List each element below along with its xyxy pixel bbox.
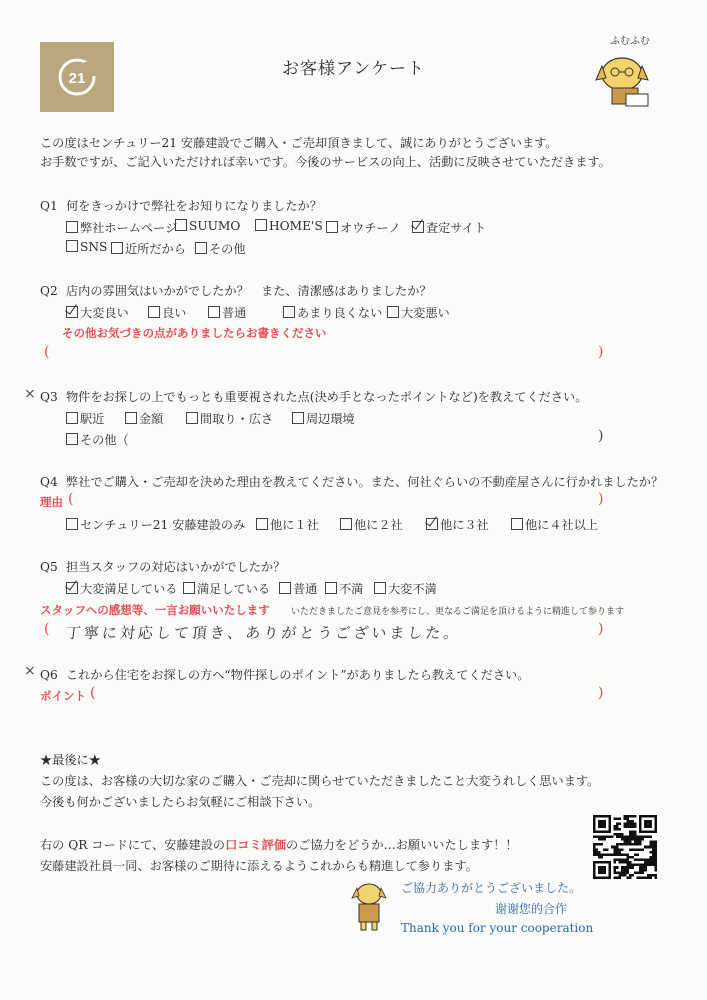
q5-question bbox=[40, 558, 285, 575]
q2-comment-field[interactable] bbox=[54, 344, 594, 362]
q5-paren-open: ( bbox=[44, 621, 50, 637]
qr-code-icon bbox=[593, 815, 657, 879]
q2-option-very-good[interactable]: 大変良い bbox=[66, 304, 129, 321]
q3-option-layout[interactable]: 間取り・広さ bbox=[186, 410, 273, 427]
thanks-english: Thank you for your cooperation bbox=[401, 921, 594, 935]
q4-option-2-others[interactable]: 他に２社 bbox=[340, 516, 403, 533]
q1-question bbox=[40, 197, 322, 214]
q2-number: Q2 bbox=[40, 284, 58, 298]
q6-cross-mark: × bbox=[24, 663, 36, 679]
q1-option-ouchino[interactable]: オウチーノ bbox=[326, 219, 401, 236]
mascot-thinking-illustration bbox=[590, 28, 660, 110]
q4-reason-field[interactable] bbox=[78, 491, 594, 509]
q5-text: 担当スタッフの対応はいかがでしたか？ bbox=[66, 560, 286, 574]
checkbox[interactable] bbox=[183, 582, 195, 594]
checkbox[interactable] bbox=[66, 221, 78, 233]
checkbox-checked[interactable] bbox=[66, 582, 78, 594]
checkbox[interactable] bbox=[175, 219, 187, 231]
checkbox[interactable] bbox=[325, 582, 337, 594]
checkbox[interactable] bbox=[208, 306, 220, 318]
q4-question bbox=[40, 473, 663, 490]
q5-option-very-satisfied[interactable]: 大変満足している bbox=[66, 580, 178, 597]
q1-option-other[interactable]: その他 bbox=[195, 240, 246, 257]
q1-option-sns[interactable]: SNS bbox=[66, 240, 107, 254]
q2-option-good[interactable]: 良い bbox=[148, 304, 186, 321]
qr-code[interactable] bbox=[593, 815, 657, 879]
q1-text: 何をきっかけで弊社をお知りになりましたか？ bbox=[66, 199, 322, 213]
checkbox[interactable] bbox=[374, 582, 386, 594]
q1-option-suumo[interactable]: SUUMO bbox=[175, 219, 240, 233]
q4-option-4-plus[interactable]: 他に４社以上 bbox=[511, 516, 598, 533]
q2-question bbox=[40, 282, 432, 299]
closing-heading: ★最後に★ bbox=[40, 753, 101, 767]
thanks-chinese: 谢谢您的合作 bbox=[495, 902, 568, 916]
thanks-japanese: ご協力ありがとうございました。 bbox=[401, 881, 582, 895]
checkbox[interactable] bbox=[148, 306, 160, 318]
q4-reason-label: 理由 bbox=[40, 495, 63, 509]
q5-comment-prompt: スタッフへの感想等、一言お願いいたします bbox=[40, 603, 270, 617]
q2-paren-close: ) bbox=[598, 344, 604, 360]
q4-paren-close: ) bbox=[598, 491, 604, 507]
checkbox[interactable] bbox=[340, 518, 352, 530]
checkbox[interactable] bbox=[111, 242, 123, 254]
q1-option-nearby[interactable]: 近所だから bbox=[111, 240, 186, 257]
review-highlight: 口コミ評価 bbox=[225, 838, 287, 852]
checkbox[interactable] bbox=[66, 433, 78, 445]
q5-paren-close: ) bbox=[598, 621, 604, 637]
checkbox[interactable] bbox=[195, 242, 207, 254]
checkbox[interactable] bbox=[125, 412, 137, 424]
q6-point-label: ポイント bbox=[40, 689, 86, 703]
q6-paren-close: ) bbox=[598, 685, 604, 701]
checkbox[interactable] bbox=[186, 412, 198, 424]
checkbox[interactable] bbox=[66, 518, 78, 530]
checkbox[interactable] bbox=[66, 240, 78, 252]
page-title: お客様アンケート bbox=[282, 59, 425, 79]
q5-option-normal[interactable]: 普通 bbox=[279, 580, 317, 597]
q3-question bbox=[40, 388, 587, 405]
intro-line-2: お手数ですが、ご記入いただければ幸いです。今後のサービスの向上、活動に反映させていただきます。 bbox=[40, 155, 611, 169]
checkbox[interactable] bbox=[387, 306, 399, 318]
closing-line-4: 安藤建設社員一同、お客様のご期待に添えるようこれからも精進して参ります。 bbox=[40, 859, 478, 873]
closing-line-1: この度は、お客様の大切な家のご購入・ご売却に関らせていただきましたこと大変うれしく思います。 bbox=[40, 774, 600, 788]
q4-number: Q4 bbox=[40, 475, 58, 489]
q1-option-homes[interactable]: HOME'S bbox=[255, 219, 323, 233]
q5-option-unsatisfied[interactable]: 不満 bbox=[325, 580, 363, 597]
q3-text: 物件をお探しの上でもっとも重要視された点(決め手となったポイントなど)を教えてください。 bbox=[66, 390, 588, 404]
q2-option-not-so-good[interactable]: あまり良くない bbox=[283, 304, 382, 321]
closing-line-2: 今後も何かございましたらお気軽にご相談下さい。 bbox=[40, 795, 321, 809]
q1-option-homepage[interactable]: 弊社ホームページ bbox=[66, 219, 177, 236]
checkbox-checked[interactable] bbox=[66, 306, 78, 318]
q6-paren-open: ( bbox=[90, 685, 96, 701]
closing-qr-line: 右の QR コードにて、安藤建設の口コミ評価のご協力をどうか…お願いいたします！！ bbox=[40, 838, 518, 852]
q5-option-satisfied[interactable]: 満足している bbox=[183, 580, 270, 597]
q4-option-1-other[interactable]: 他に１社 bbox=[256, 516, 319, 533]
checkbox[interactable] bbox=[292, 412, 304, 424]
intro-line-1: この度はセンチュリー21 安藤建設でご購入・ご売却頂きまして、誠にありがとうございます。 bbox=[40, 136, 558, 150]
q2-paren-open: ( bbox=[44, 344, 50, 360]
q5-option-very-unsatisfied[interactable]: 大変不満 bbox=[374, 580, 437, 597]
q5-handwritten-comment[interactable]: 丁寧に対応して頂き、ありがとうございました。 bbox=[65, 624, 463, 642]
q4-option-3-others[interactable]: 他に３社 bbox=[426, 516, 489, 533]
q3-option-station[interactable]: 駅近 bbox=[66, 410, 104, 427]
q6-question bbox=[40, 666, 529, 683]
q3-option-other[interactable]: その他（ bbox=[66, 431, 129, 448]
q5-comment-note: いただきましたご意見を参考にし、更なるご満足を頂けるように精進して参ります bbox=[291, 607, 625, 617]
checkbox[interactable] bbox=[511, 518, 523, 530]
q2-text: 店内の雰囲気はいかがでしたか？ また、清潔感はありましたか？ bbox=[66, 284, 432, 298]
checkbox-checked[interactable] bbox=[426, 518, 438, 530]
q3-paren-close: ) bbox=[598, 428, 604, 444]
checkbox[interactable] bbox=[255, 219, 267, 231]
checkbox[interactable] bbox=[283, 306, 295, 318]
checkbox-checked[interactable] bbox=[412, 221, 424, 233]
q3-number: Q3 bbox=[40, 390, 58, 404]
q4-paren-open: ( bbox=[68, 491, 74, 507]
q2-option-very-bad[interactable]: 大変悪い bbox=[387, 304, 450, 321]
q2-comment-prompt: その他お気づきの点がありましたらお書きください bbox=[62, 326, 327, 340]
checkbox[interactable] bbox=[256, 518, 268, 530]
mascot-bowing-illustration bbox=[349, 880, 389, 932]
q3-cross-mark: × bbox=[24, 386, 36, 402]
svg-text:21: 21 bbox=[68, 70, 86, 87]
checkbox[interactable] bbox=[66, 412, 78, 424]
q1-number: Q1 bbox=[40, 199, 58, 213]
svg-text:ふむふむ: ふむふむ bbox=[610, 36, 650, 47]
checkbox[interactable] bbox=[279, 582, 291, 594]
q1-option-satei-site[interactable]: 査定サイト bbox=[412, 219, 486, 236]
checkbox[interactable] bbox=[326, 221, 338, 233]
q6-text: これから住宅をお探しの方へ“物件探しのポイント”がありましたら教えてください。 bbox=[66, 668, 530, 682]
q3-option-price[interactable]: 金額 bbox=[125, 410, 163, 427]
q2-option-normal[interactable]: 普通 bbox=[208, 304, 246, 321]
q3-option-surroundings[interactable]: 周辺環境 bbox=[292, 410, 355, 427]
q4-text: 弊社でご購入・ご売却を決めた理由を教えてください。また、何社ぐらいの不動産屋さんに行かれましたか？ bbox=[66, 475, 664, 489]
q6-point-field[interactable] bbox=[100, 685, 594, 703]
q4-option-only-c21[interactable]: センチュリー21 安藤建設のみ bbox=[66, 516, 245, 533]
q6-number: Q6 bbox=[40, 668, 58, 682]
q5-number: Q5 bbox=[40, 560, 58, 574]
